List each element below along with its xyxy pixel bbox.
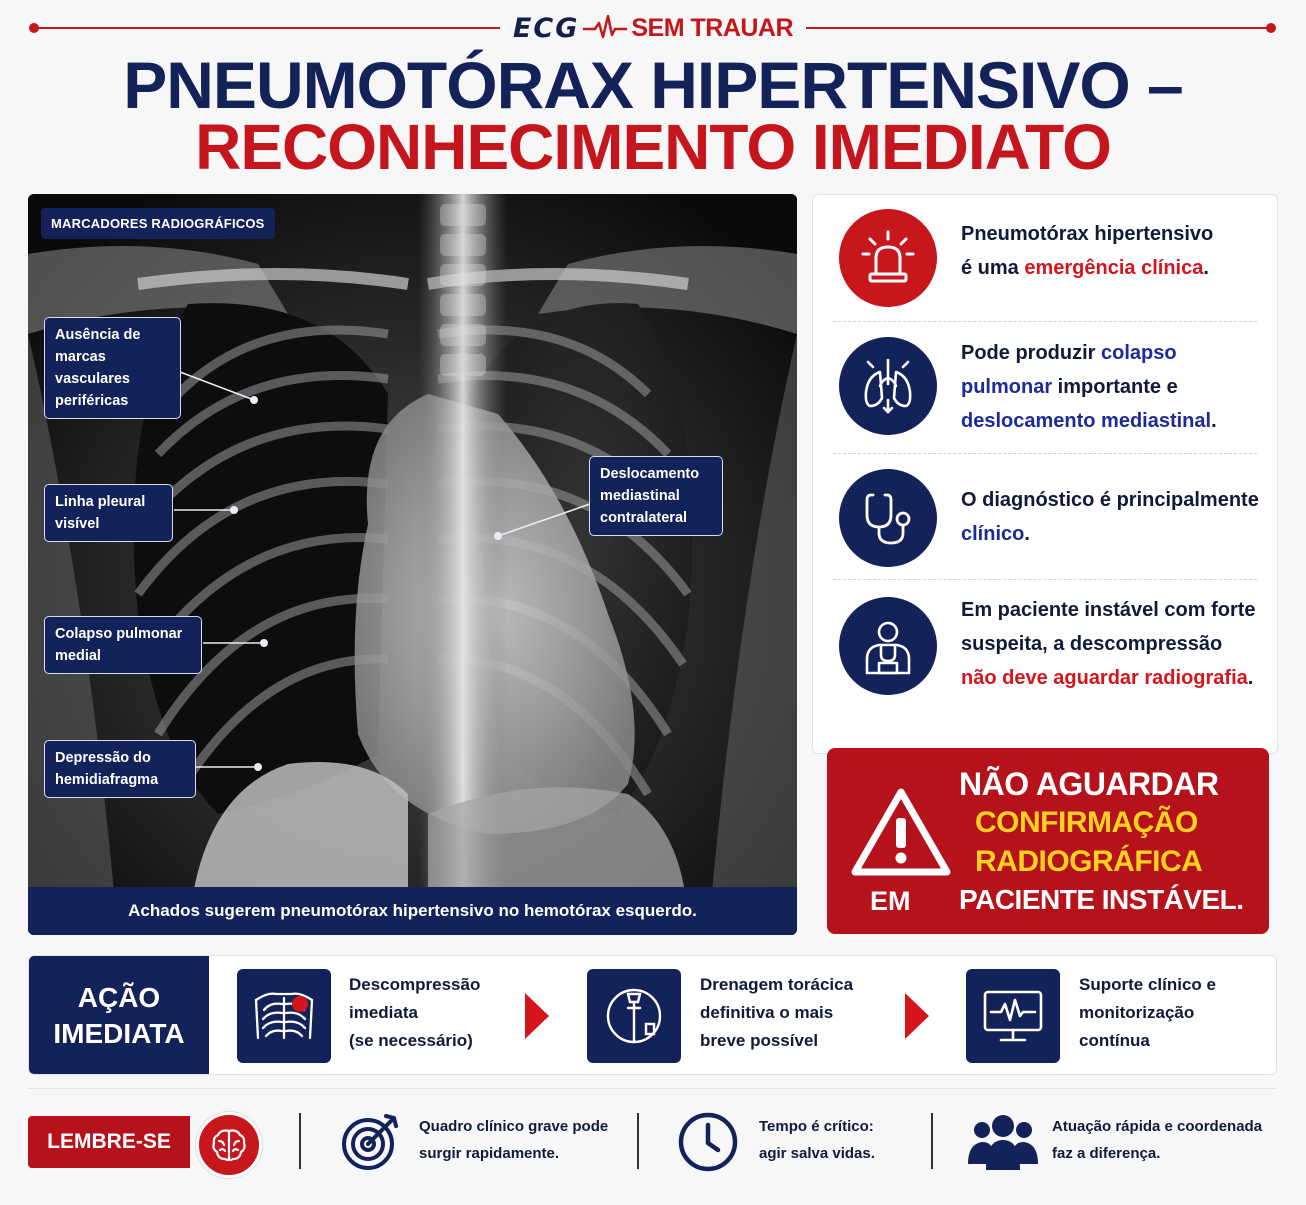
step-decompression: [349, 971, 480, 1055]
action-label-line2: IMEDIATA: [53, 1018, 185, 1049]
step-support-line1: Suporte clínico e: [1079, 975, 1216, 994]
header-rule-dot-right: [1266, 23, 1276, 33]
alert-line1: NÃO AGUARDAR: [959, 766, 1219, 802]
alarm-siren-icon: [839, 209, 937, 307]
info-collapse-text1: Pode produzir: [961, 342, 1101, 364]
monitor-icon: [966, 969, 1060, 1063]
info-divider-1: [833, 321, 1257, 322]
info-decompression-text: Em paciente instável com forte suspeita, a descompressão: [961, 599, 1256, 655]
step-support-line2: monitorização: [1079, 1003, 1195, 1022]
chest-icon: [237, 969, 331, 1063]
info-collapse-period: .: [1211, 410, 1217, 432]
remind-severity-line2: surgir rapidamente.: [419, 1145, 560, 1162]
page-title: PNEUMOTÓRAX HIPERTENSIVO –: [123, 48, 1183, 122]
info-emergency-highlight: emergência clínica: [1024, 257, 1204, 279]
step-drainage-line1: Drenagem torácica: [700, 975, 854, 994]
header-rule-right: [806, 27, 1272, 29]
chest-xray-image: [28, 194, 797, 935]
remind-item-time: [759, 1113, 875, 1167]
remind-time-line2: agir salva vidas.: [759, 1145, 875, 1162]
xray-markers-tag: MARCADORES RADIOGRÁFICOS: [41, 208, 275, 239]
step-drainage-line2: definitiva o mais: [700, 1003, 834, 1022]
info-text-decompression: [961, 593, 1261, 695]
info-collapse-highlight2: deslocamento mediastinal: [961, 410, 1212, 432]
remind-item-teamwork: [1052, 1113, 1262, 1167]
xray-caption: Achados sugerem pneumotórax hipertensivo no hemotórax esquerdo.: [28, 887, 797, 935]
action-label-line1: AÇÃO: [77, 982, 161, 1013]
callout-mediastinal-shift-label: Deslocamento mediastinal contralateral: [600, 466, 700, 526]
remind-divider: [28, 1088, 1277, 1089]
remind-separator-3: [931, 1113, 933, 1169]
remind-item-severity: [419, 1113, 608, 1167]
doctor-icon: [839, 597, 937, 695]
callout-vascular-markings: [44, 317, 181, 419]
info-card: [812, 194, 1278, 754]
info-diagnosis-period: .: [1024, 523, 1030, 545]
header-rule-left: [34, 27, 500, 29]
info-emergency-line1: Pneumotórax hipertensivo: [961, 223, 1214, 245]
chevron-right-icon: [905, 993, 929, 1039]
alert-line4: PACIENTE INSTÁVEL.: [959, 884, 1244, 915]
callout-medial-collapse: [44, 616, 202, 674]
target-icon: [338, 1110, 402, 1174]
info-emergency-line2: [961, 251, 1261, 285]
warning-triangle-icon: [849, 786, 953, 878]
brand-ecg: ECG: [512, 12, 580, 44]
info-emergency-text: é uma: [961, 257, 1025, 279]
callout-pleural-line: [44, 484, 173, 542]
brand-logo: [500, 8, 806, 48]
stethoscope-icon: [839, 469, 937, 567]
step-drainage: [700, 971, 853, 1055]
page-subtitle: RECONHECIMENTO IMEDIATO: [195, 111, 1111, 183]
brand-sem: SEM TRAUAR: [631, 13, 794, 42]
ecg-pulse-icon: [583, 13, 627, 43]
info-diagnosis-highlight: clínico: [961, 523, 1025, 545]
step-drainage-line3: breve possível: [700, 1031, 819, 1050]
callout-hemidiaphragm: [44, 740, 196, 798]
info-emergency-period: .: [1203, 257, 1209, 279]
drain-icon: [587, 969, 681, 1063]
remind-separator-2: [637, 1113, 639, 1169]
step-decompression-line3: (se necessário): [349, 1031, 473, 1050]
remind-time-line1: Tempo é crítico:: [759, 1118, 874, 1135]
step-decompression-line1: Descompressão: [349, 975, 481, 994]
remind-teamwork-line1: Atuação rápida e coordenada: [1052, 1118, 1263, 1135]
remind-separator-1: [299, 1113, 301, 1169]
callout-hemidiaphragm-label: Depressão do hemidiafragma: [55, 750, 159, 788]
xray-panel: [28, 194, 797, 935]
callout-medial-collapse-label: Colapso pulmonar medial: [55, 626, 183, 664]
remind-teamwork-line2: faz a diferença.: [1052, 1145, 1161, 1162]
remind-label: LEMBRE-SE: [28, 1116, 190, 1168]
info-decompression-period: .: [1247, 667, 1254, 689]
info-text-emergency: [961, 217, 1261, 285]
alert-em: EM: [870, 886, 911, 916]
info-collapse-highlight1: colapso pulmonar: [961, 342, 1177, 398]
info-text-diagnosis: [961, 483, 1261, 551]
team-icon: [966, 1110, 1040, 1174]
info-divider-2: [833, 453, 1257, 454]
alert-box: [827, 748, 1269, 934]
info-decompression-highlight: não deve aguardar radiografia: [961, 667, 1248, 689]
chevron-right-icon: [525, 993, 549, 1039]
info-divider-3: [833, 579, 1257, 580]
callout-mediastinal-shift: [589, 456, 723, 536]
info-collapse-text2: importante e: [1052, 376, 1178, 398]
info-text-collapse: [961, 336, 1261, 438]
lungs-icon: [839, 337, 937, 435]
step-decompression-line2: imediata: [349, 1003, 418, 1022]
action-label: [29, 956, 209, 1075]
remind-severity-line1: Quadro clínico grave pode: [419, 1118, 609, 1135]
callout-vascular-markings-label: Ausência de marcas vasculares periféricas: [55, 327, 141, 409]
callout-pleural-line-label: Linha pleural visível: [55, 494, 146, 532]
action-bar: [28, 955, 1277, 1075]
brain-icon: [196, 1112, 262, 1178]
step-support: [1079, 971, 1216, 1055]
info-diagnosis-text: O diagnóstico é principalmente: [961, 489, 1259, 511]
alert-line2: CONFIRMAÇÃO: [975, 806, 1198, 839]
clock-icon: [676, 1110, 740, 1174]
step-support-line3: contínua: [1079, 1031, 1150, 1050]
alert-line3: RADIOGRÁFICA: [975, 845, 1203, 878]
